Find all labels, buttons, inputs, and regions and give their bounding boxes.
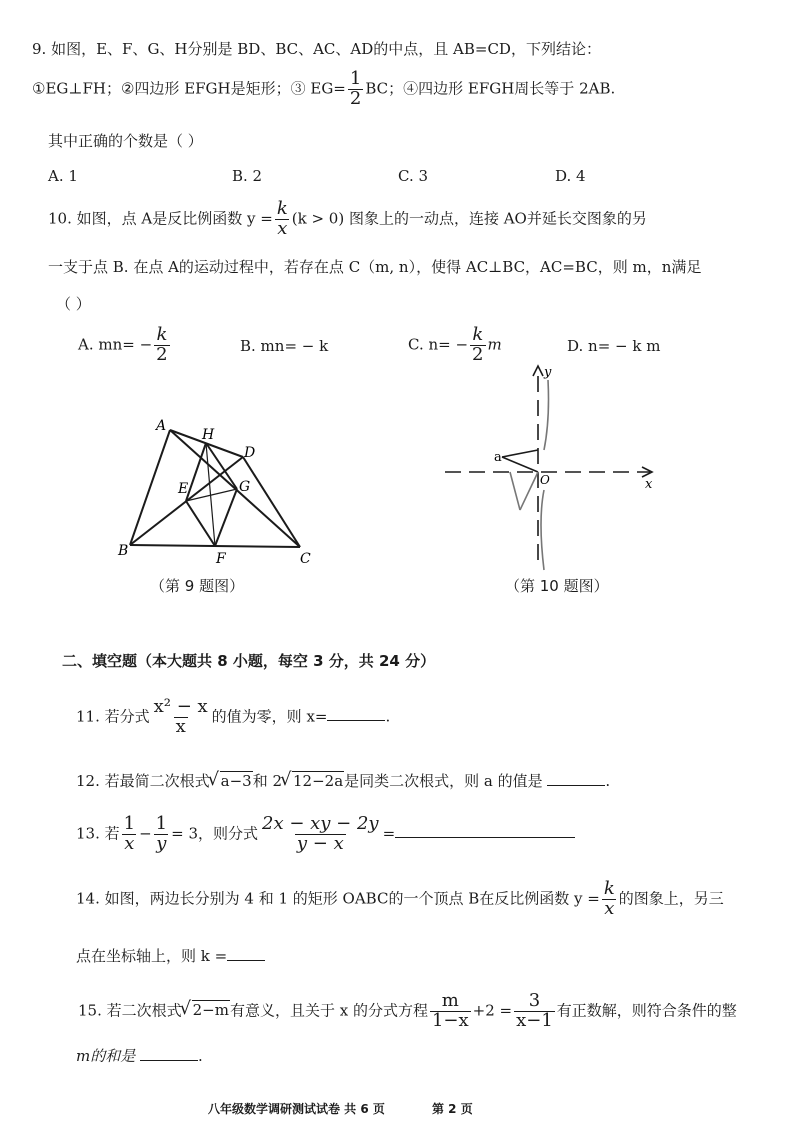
q13-f1-num: 1 (123, 813, 136, 834)
q10-option-a (78, 326, 172, 365)
q10-frac-num: k (276, 198, 288, 219)
q10-post: (k > 0) 图象上的一动点，连接 AO并延长交图象的另 (291, 209, 647, 228)
fig10-caption: （第 10 题图） (505, 577, 609, 595)
q13-f3-num: 2x − xy − 2y (262, 813, 379, 834)
q9-frac-num: 1 (349, 68, 362, 89)
q10-option-b: B. mn= − k (240, 337, 329, 355)
fig9-caption: （第 9 题图） (150, 577, 245, 595)
q11-pre: 11. 若分式 (76, 707, 150, 726)
q14-pre: 14. 如图，两边长分别为 4 和 1 的矩形 OABC的一个顶点 B在反比例函数 y = (76, 889, 600, 908)
q12-sqrt-2 (282, 772, 344, 790)
q9-half-fraction (348, 70, 363, 109)
q10-option-d: D. n= − k m (567, 337, 661, 355)
q15-sqrt (182, 1001, 230, 1019)
fig10-seg-down (510, 472, 520, 510)
q12-period: . (605, 772, 611, 790)
q12-mid: 和 2 (252, 772, 282, 790)
q12-pre: 12. 若最简二次根式 (76, 772, 210, 790)
figure-9 (110, 415, 330, 575)
fig9-label-g: G (239, 479, 251, 495)
q15-pre: 15. 若二次根式 (78, 1001, 182, 1020)
section-2-heading: 二、填空题（本大题共 8 小题，每空 3 分，共 24 分） (62, 652, 436, 670)
q10-pre: 10. 如图，点 A是反比例函数 y = (48, 209, 273, 228)
q10-optA-text: A. mn= − (78, 335, 153, 354)
q10-optC-m: m (487, 335, 502, 354)
q13-f2-num: 1 (155, 813, 168, 834)
fig10-y-arrow (533, 366, 543, 376)
q11-fraction (152, 698, 210, 737)
q11-num: x² − x (153, 696, 208, 717)
q13-answer-blank[interactable] (395, 837, 575, 838)
fig10-seg-ac (502, 450, 538, 457)
q14-line2 (76, 945, 265, 966)
fig9-seg-ab (130, 430, 170, 545)
fig10-line-ao (502, 457, 538, 472)
q15-frac-1 (430, 992, 471, 1031)
q15-post: 有正数解，则符合条件的整 (556, 1001, 737, 1020)
q11-answer-blank[interactable] (327, 720, 385, 721)
q13-minus: − (139, 824, 152, 843)
q10-frac-den: x (277, 217, 288, 239)
q15-f2-den: x−1 (516, 1009, 553, 1031)
q14-den: x (604, 897, 615, 919)
q10-optC-num: k (472, 324, 484, 345)
q13-f1-den: x (124, 832, 135, 854)
q10-optC-den: 2 (472, 343, 484, 365)
q15-frac-2 (514, 992, 555, 1031)
fig9-label-a: A (156, 418, 167, 434)
q13-pre: 13. 若 (76, 824, 120, 843)
q15-f2-num: 3 (528, 990, 541, 1011)
q9-option-b: B. 2 (232, 167, 263, 185)
q15-mid: 有意义，且关于 x 的分式方程 (229, 1001, 428, 1020)
q15-answer-blank[interactable] (140, 1060, 198, 1061)
q15-plus: +2 = (472, 1001, 513, 1020)
q15-radicand: 2−m (192, 1001, 229, 1020)
q13-f2-den: y (156, 832, 167, 854)
fig9-seg-cd (243, 457, 300, 547)
q15-period: . (198, 1047, 203, 1065)
fig9-label-c: C (300, 551, 311, 567)
q12-radicand-1: a−3 (220, 772, 252, 790)
q10-optC-frac (470, 326, 485, 365)
q9-option-c: C. 3 (398, 167, 429, 185)
q9-frac-den: 2 (349, 87, 362, 109)
footer-page-number: 第 2 页 (432, 1102, 473, 1116)
fig10-label-o: O (540, 473, 550, 487)
q14-num: k (603, 878, 615, 899)
q11-period: . (385, 707, 391, 726)
q10-fraction (275, 200, 290, 239)
q14-post: 的图象上，另三 (618, 889, 724, 908)
q11 (76, 698, 390, 737)
q13-frac-3 (260, 815, 381, 854)
q15-f1-num: m (441, 990, 459, 1011)
fig9-seg-he (186, 443, 206, 501)
q10-option-c (408, 326, 502, 365)
q13-frac-1 (122, 815, 137, 854)
fig9-seg-ef (186, 501, 215, 546)
q10-optC-text: C. n= − (408, 335, 469, 354)
fig9-seg-gf (215, 489, 237, 546)
q10-line3: （ ） (56, 295, 91, 313)
q13-frac-2 (154, 815, 169, 854)
fig9-label-h: H (202, 427, 215, 443)
q10-optA-den: 2 (156, 343, 168, 365)
q14-line2-text: 点在坐标轴上，则 k = (76, 947, 228, 965)
fig9-label-b: B (118, 543, 129, 559)
q14-answer-blank[interactable] (227, 960, 265, 961)
q13-f3-den: y − x (296, 832, 344, 854)
q10-optA-num: k (156, 324, 168, 345)
q9-line1: 9. 如图，E、F、G、H分别是 BD、BC、AC、AD的中点，且 AB=CD，下列结论： (32, 40, 601, 58)
fig10-branch-lower (541, 490, 544, 570)
fig10-branch-upper (544, 380, 549, 450)
q9-conclusions (32, 70, 615, 109)
fig10-label-a: a (494, 450, 502, 465)
q11-den: x (175, 715, 186, 737)
fig10-label-x: x (645, 477, 653, 492)
figure-10 (440, 360, 665, 575)
q10-line1 (48, 200, 647, 239)
q14-fraction (602, 880, 617, 919)
q9-option-d: D. 4 (555, 167, 586, 185)
q11-post: 的值为零，则 x= (211, 707, 328, 726)
q12 (76, 770, 610, 791)
q9-option-a: A. 1 (48, 167, 78, 185)
q13-mid: = 3，则分式 (171, 824, 258, 843)
fig9-label-d: D (244, 445, 256, 461)
fig10-label-y: y (544, 365, 552, 380)
q12-radicand-2: 12−2a (293, 772, 344, 790)
q12-post: 是同类二次根式，则 a 的值是 (344, 772, 543, 790)
fig9-label-f: F (216, 551, 226, 567)
q15-f1-den: 1−x (431, 1009, 469, 1031)
fig10-seg-ob (520, 472, 538, 510)
q15-line1 (78, 992, 737, 1031)
q13 (76, 815, 575, 854)
q9-line3: 其中正确的个数是（ ） (48, 132, 203, 150)
q15-line2-text: m的和是 (76, 1047, 136, 1065)
q15-line2 (76, 1045, 203, 1066)
q10-optA-frac (154, 326, 169, 365)
footer-exam-title: 八年级数学调研测试试卷 共 6 页 (208, 1102, 385, 1116)
q13-eq: = (382, 824, 396, 843)
q10-line2: 一支于点 B. 在点 A的运动过程中，若存在点 C（m, n），使得 AC⊥BC，AC=BC，则 m，n满足 (48, 258, 702, 276)
q12-answer-blank[interactable] (547, 785, 605, 786)
q9-c1: ①EG⊥FH；②四边形 EFGH是矩形；③ EG= (32, 79, 346, 98)
fig9-label-e: E (178, 481, 189, 497)
q9-c1-tail: BC；④四边形 EFGH周长等于 2AB. (365, 79, 616, 98)
q14-line1 (76, 880, 724, 919)
q12-sqrt-1 (210, 772, 253, 790)
